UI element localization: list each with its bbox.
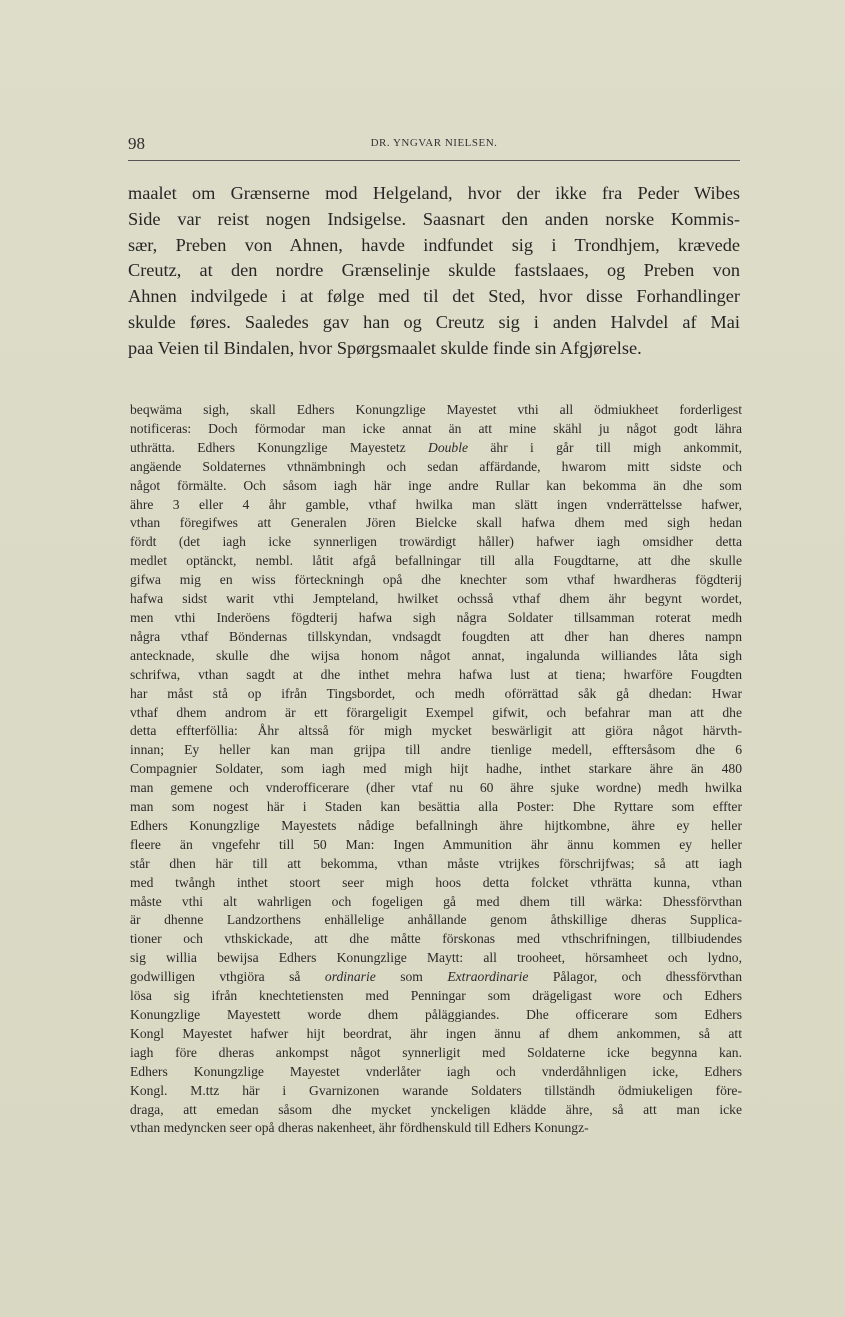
running-head: DR. YNGVAR NIELSEN.	[370, 137, 498, 149]
quote-line: vthan medyncken seer opå dheras nakenheet, ähr fördhenskuld till Edhers Konungz-	[130, 1120, 589, 1136]
quote-line: fleere än vngefehr till 50 Man: Ingen Ammunition ähr ännu kommen ey heller	[130, 836, 742, 852]
quote-line: fördt (det iagh icke synnerligen trowärdigt håller) hafwer iagh omsidher detta	[130, 534, 742, 550]
main-text-line: sær, Preben von Ahnen, havde indfundet sig i Trondhjem, krævede	[128, 234, 740, 255]
quote-line: man gemene och vnderofficerare (dher vtaf nu 60 ähre sjuke wordne) medh hwilka	[130, 780, 742, 796]
quote-line: antecknade, skulle dhe wijsa honom något annat, ingalunda williandes låta sigh	[130, 647, 742, 663]
quote-line: tioner och vthskickade, att dhe måtte förskonas med vthschrifningen, tillbiudendes	[130, 931, 742, 947]
quote-line: men vthi Inderöens fögdterij hafwa sigh några Soldater tillsamman roterat medh	[130, 609, 742, 625]
quote-line: detta effterföllia: Åhr altsså för migh mycket beswärligit att giöra något härvth-	[130, 723, 742, 739]
quote-line: angäende Soldaternes vthnämbningh och sedan affärdande, hwarom mitt sidste och	[130, 458, 742, 474]
quote-line: schrifwa, vthan sagdt at dhe inthet mehra hafwa lust at tiena; hwarföre Fougdten	[130, 666, 742, 682]
main-text-line: paa Veien til Bindalen, hvor Spørgsmaalet skulde finde sin Afgjørelse.	[128, 337, 642, 358]
quoted-letter	[130, 401, 742, 1138]
quote-line: Kongl. M.ttz här i Gvarnizonen warande Soldaters tillständh ödmiukeligen före-	[130, 1082, 742, 1098]
quote-line: draga, att emedan såsom dhe mycket ynckeligen klädde ähre, så att man icke	[130, 1101, 742, 1117]
header-rule	[128, 160, 740, 161]
quote-line: gifwa mig en wiss förteckningh opå dhe knechter som vthaf hwardheras fögdterij	[130, 572, 742, 588]
main-text-line: Ahnen indvilgede i at følge med til det Sted, hvor disse Forhandlinger	[128, 286, 740, 307]
quote-line: sig willia bewijsa Edhers Konungzlige Maytt: all trooheet, hörsamheet och lydno,	[130, 950, 742, 966]
page-header	[128, 134, 740, 162]
quote-line: vthan föregifwes att Generalen Jören Bielcke skall hafwa dhem med sigh hedan	[130, 515, 742, 531]
quote-line: vthaf dhem androm är ett förargeligit Exempel gifwit, och befahrar man att dhe	[130, 704, 742, 720]
quote-line: är dhenne Landzorthens enhällelige anhållande genom åthskillige dheras Supplica-	[130, 912, 742, 928]
quote-line: Edhers Konungzlige Mayestets nådige befallningh ähre hijtkombne, ähre ey heller	[130, 817, 742, 833]
quote-line: Edhers Konungzlige Mayestet vnderlåter iagh och vnderdåhnligen icke, Edhers	[130, 1063, 742, 1079]
main-text-line: maalet om Grænserne mod Helgeland, hvor der ikke fra Peder Wibes	[128, 183, 740, 203]
quote-line: uthrätta. Edhers Konungzlige Mayestetz Double ähr i går till migh ankommit,	[130, 439, 742, 455]
page-number: 98	[128, 134, 145, 153]
quote-line: hafwa sidst warit vthi Jempteland, hwilket ochsså vthaf dhem ähr begynt wordet,	[130, 591, 742, 607]
quote-line: iagh före dheras ankompst något synnerligit med Soldaterne icke begynna kan.	[130, 1044, 742, 1060]
quote-line: notificeras: Doch förmodar man icke annat än att mine skähl ju något godt lähra	[130, 420, 742, 436]
quote-line: måste vthi alt wahrligen och fogeligen gå med dhem till wärka: Dhessförvthan	[130, 893, 742, 909]
quote-line: ähre 3 eller 4 åhr gamble, vthaf hwilka man slätt ingen vnderrättelsse hafwer,	[130, 496, 742, 512]
quote-line: några vthaf Böndernas tillskyndan, vndsagdt fougdten att dher han dheres nampn	[130, 628, 742, 644]
quote-line: medlet optänckt, nembl. låtit afgå befallningar till alla Fougdtarne, att dhe skulle	[130, 553, 742, 569]
quote-line: lösa sig ifrån knechtetiensten med Penningar som drägeligast wore och Edhers	[130, 988, 742, 1004]
quote-line: innan; Ey heller kan man grijpa till andre tienlige medell, efftersåsom dhe 6	[130, 742, 742, 758]
quote-line: något förmälte. Och såsom iagh här inge andre Rullar kan bekomma än dhe som	[130, 477, 742, 493]
quote-line: Kongl Mayestet hafwer hijt beordrat, ähr ingen ännu af dhem ankommen, så att	[130, 1025, 742, 1041]
main-paragraph	[128, 181, 740, 362]
quote-line: med twångh inthet stoort seer migh hoos detta folcket vthrätta kunna, vthan	[130, 874, 742, 890]
main-text-line: Side var reist nogen Indsigelse. Saasnart den anden norske Kommis-	[128, 208, 740, 229]
quote-line: Compagnier Soldater, som iagh med migh hijt hadhe, inthet starkare ähre än 480	[130, 761, 742, 777]
main-text-line: skulde føres. Saaledes gav han og Creutz sig i anden Halvdel af Mai	[128, 311, 740, 332]
quote-line: godwilligen vthgiöra så ordinarie som Extraordinarie Pålagor, och dhessförvthan	[130, 969, 742, 985]
quote-line: har måst stå op ifrån Tingsbordet, och medh oförrättad såk gå dhedan: Hwar	[130, 685, 742, 701]
quote-line: beqwäma sigh, skall Edhers Konungzlige Mayestet vthi all ödmiukheet forderligest	[130, 402, 742, 417]
quote-line: man som nogest här i Staden kan besättia alla Poster: Dhe Ryttare som effter	[130, 799, 742, 815]
main-text-line: Creutz, at den nordre Grænselinje skulde fastslaaes, og Preben von	[128, 260, 740, 281]
quote-line: Konungzlige Mayestett worde dhem påläggiandes. Dhe officerare som Edhers	[130, 1007, 742, 1022]
quote-line: står dhen här till att bekomma, vthan måste vtrijkes förschrijfwas; så att iagh	[130, 855, 742, 871]
